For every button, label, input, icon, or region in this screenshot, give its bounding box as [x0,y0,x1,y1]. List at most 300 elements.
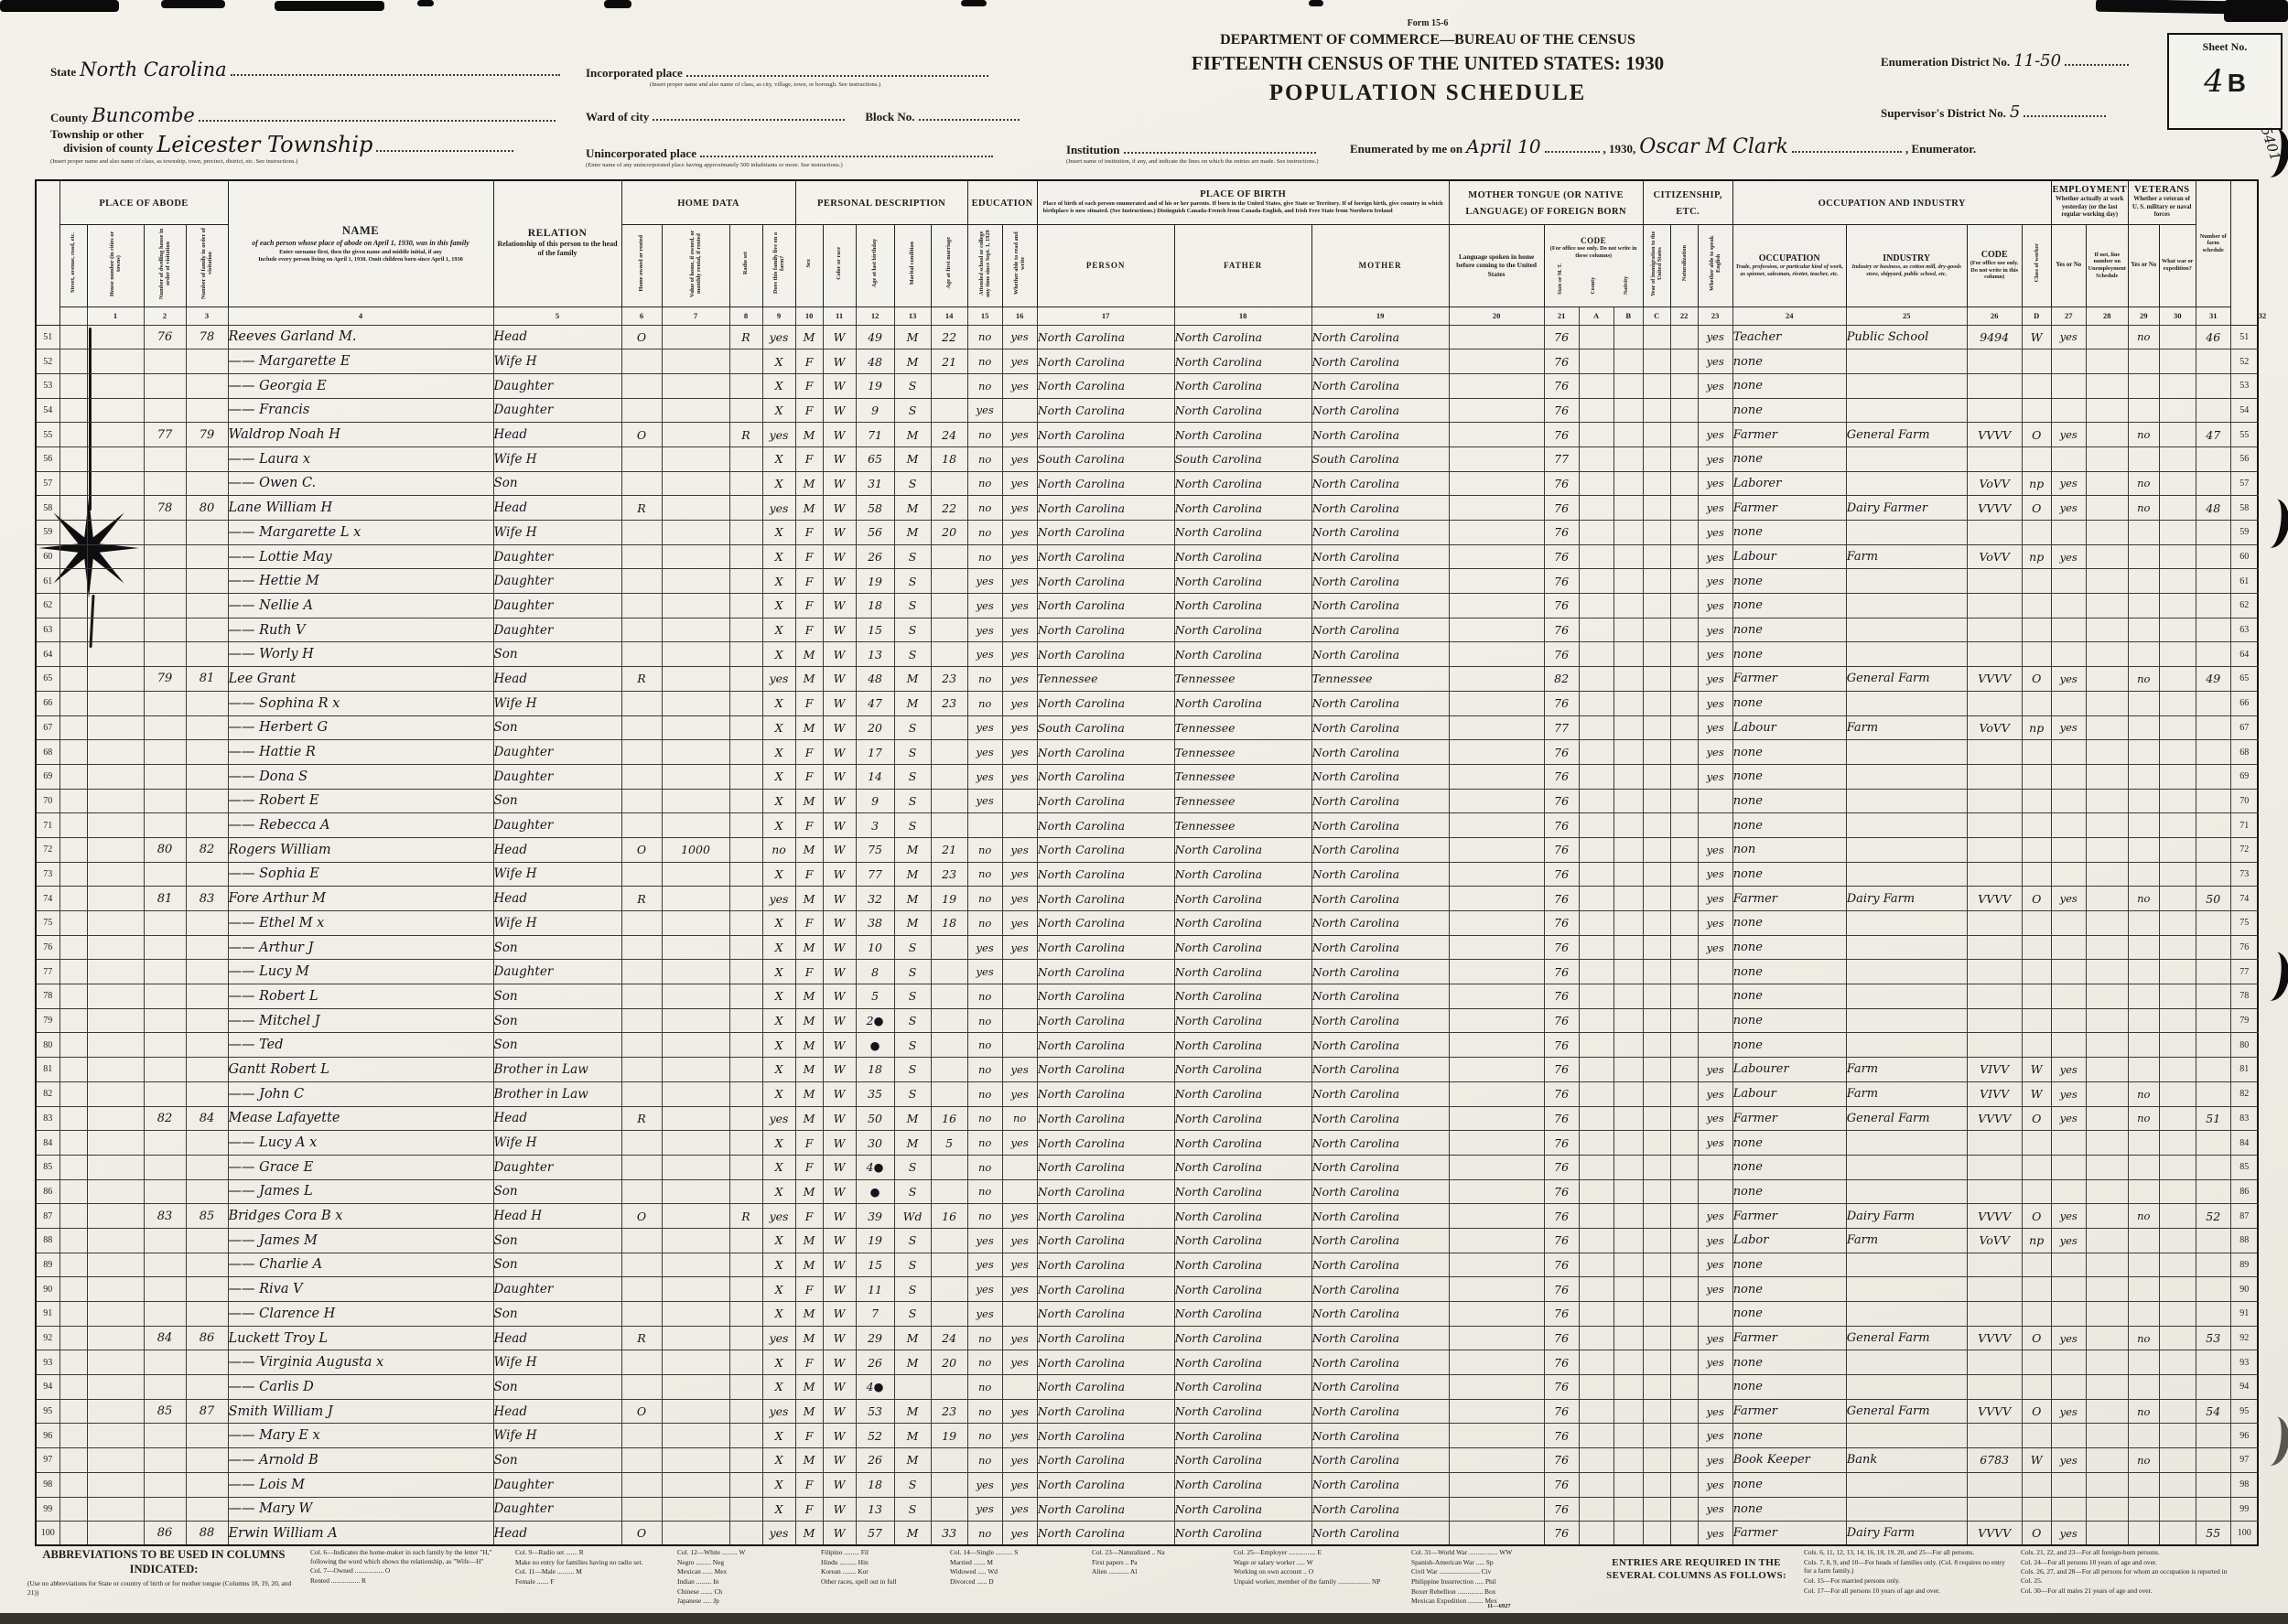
cell-cD [1967,740,2022,765]
cell-c23 [1670,1399,1698,1424]
cell-lang [1449,1228,1544,1253]
cell-occ: none [1732,446,1846,471]
cell-cls: W [2022,325,2051,350]
cell-fs [2196,1424,2230,1448]
cell-cls [2022,1008,2051,1033]
cell-rw [1002,789,1037,813]
cell-radio [729,1008,762,1033]
cell-name: Gantt Robert L [228,1058,493,1082]
line-number: 88 [36,1228,59,1253]
col-code-d-header: CODE (For office use only. Do not write in this column) [1967,224,2022,307]
cell-rel: Son [493,935,621,960]
cell-rel: Head [493,887,621,911]
cell-sex: M [795,1302,823,1327]
cell-house [87,471,144,496]
cell-age: 13 [856,1497,894,1522]
cell-farm: X [762,1179,795,1204]
cell-c29 [2086,1228,2128,1253]
cell-farm: X [762,1424,795,1448]
col-relation-header: RELATION Relationship of this person to the head of the family [493,180,621,307]
cell-cA: 76 [1544,1033,1579,1058]
cell-bf: North Carolina [1174,935,1311,960]
cell-sch: no [967,1155,1002,1179]
cell-eng: yes [1698,325,1732,350]
cell-sex: M [795,1522,823,1546]
cell-agem: 22 [931,325,967,350]
cell-emp [2051,911,2086,936]
cell-cD [1967,1497,2022,1522]
cell-c31 [2159,764,2196,789]
cell-vet [2128,1155,2159,1179]
cell-f [186,862,228,887]
cell-d [144,350,186,374]
footer-note: Widowed ..... Wd [950,1567,998,1576]
cell-house [87,1375,144,1400]
line-number: 67 [36,715,59,740]
cell-house [87,960,144,984]
cell-name: Reeves Garland M. [228,325,493,350]
cell-emp: yes [2051,1522,2086,1546]
cell-cB [1579,984,1613,1009]
cell-f: 83 [186,887,228,911]
cell-fs [2196,398,2230,423]
cell-lang [1449,544,1544,569]
cell-farm: X [762,1277,795,1302]
group-mother-tongue: MOTHER TONGUE (OR NATIVE LANGUAGE) OF FOREIGN BORN [1449,180,1643,224]
line-number: 54 [2230,398,2258,423]
cell-agem [931,1253,967,1277]
cell-sch: no [967,862,1002,887]
cell-name: —— Hettie M [228,569,493,594]
cell-cC [1613,521,1643,545]
cell-rel: Son [493,1375,621,1400]
cell-name: —— Lucy M [228,960,493,984]
cell-cls [2022,837,2051,862]
cell-lang [1449,1277,1544,1302]
cell-occ: Farmer [1732,1522,1846,1546]
footer-note: Col. 31—World War ................. WW [1411,1548,1513,1556]
cell-ind: Farm [1846,1081,1967,1106]
sd-value: 5 [2009,102,2021,122]
line-number: 98 [2230,1472,2258,1497]
cell-eng: yes [1698,1399,1732,1424]
cell-street [59,1522,87,1546]
cell-farm: X [762,642,795,667]
cell-bm: North Carolina [1311,1375,1449,1400]
cell-sex: F [795,1155,823,1179]
line-number: 89 [36,1253,59,1277]
cell-race: W [823,1204,856,1229]
table-row [36,862,2258,887]
cell-cD [1967,691,2022,715]
cell-rel: Head [493,496,621,521]
cell-own: R [621,1326,662,1350]
cell-mar: S [894,1302,931,1327]
cell-race: W [823,1375,856,1400]
table-row [36,1448,2258,1473]
cell-c23 [1670,325,1698,350]
cell-c23 [1670,1228,1698,1253]
cell-f [186,1350,228,1375]
cell-c31 [2159,1448,2196,1473]
cell-radio [729,1350,762,1375]
cell-own: O [621,1522,662,1546]
cell-bm: North Carolina [1311,325,1449,350]
cell-c22 [1643,740,1670,765]
cell-sch: no [967,667,1002,692]
cell-name: —— Riva V [228,1277,493,1302]
cell-f [186,813,228,838]
table-row [36,935,2258,960]
cell-bp: North Carolina [1037,1228,1174,1253]
cell-mar: M [894,1399,931,1424]
cell-fs [2196,1008,2230,1033]
cell-race: W [823,764,856,789]
cell-bp: North Carolina [1037,789,1174,813]
cell-ind [1846,1179,1967,1204]
cell-ind [1846,446,1967,471]
cell-name: —— Margarette E [228,350,493,374]
cell-bm: North Carolina [1311,1326,1449,1350]
cell-emp [2051,935,2086,960]
cell-bm: North Carolina [1311,740,1449,765]
cell-bf: North Carolina [1174,1106,1311,1131]
cell-fs [2196,984,2230,1009]
cell-rw: yes [1002,521,1037,545]
cell-sch: no [967,911,1002,936]
cell-c22 [1643,935,1670,960]
cell-c23 [1670,446,1698,471]
cell-house [87,1472,144,1497]
cell-rel: Son [493,1033,621,1058]
cell-farm: X [762,740,795,765]
cell-street [59,1497,87,1522]
cell-sex: F [795,350,823,374]
cell-name: —— Hattie R [228,740,493,765]
cell-radio [729,911,762,936]
cell-f [186,618,228,642]
line-number: 56 [36,446,59,471]
footer-abbreviations [27,1548,2274,1607]
cell-name: —— Ted [228,1033,493,1058]
cell-house [87,837,144,862]
cell-name: —— James L [228,1179,493,1204]
cell-c23 [1670,471,1698,496]
cell-bp: North Carolina [1037,325,1174,350]
cell-vet [2128,1472,2159,1497]
cell-val [662,1277,729,1302]
cell-ind [1846,642,1967,667]
cell-emp: yes [2051,667,2086,692]
cell-radio [729,1179,762,1204]
cell-occ: none [1732,960,1846,984]
cell-house [87,1204,144,1229]
cell-val [662,1448,729,1473]
cell-rw [1002,960,1037,984]
cell-c23 [1670,1472,1698,1497]
cell-house [87,984,144,1009]
cell-bf: North Carolina [1174,1424,1311,1448]
cell-occ: none [1732,1033,1846,1058]
cell-age: 50 [856,1106,894,1131]
cell-bp: North Carolina [1037,1448,1174,1473]
cell-cB [1579,1106,1613,1131]
col-age-header: Age at last birthday [856,224,894,307]
cell-sch: yes [967,1228,1002,1253]
cell-cD: VVVV [1967,1522,2022,1546]
cell-sch: yes [967,764,1002,789]
cell-sex: F [795,594,823,618]
cell-fs [2196,618,2230,642]
cell-mar: M [894,1106,931,1131]
cell-ind: General Farm [1846,667,1967,692]
table-row [36,813,2258,838]
cell-ind [1846,862,1967,887]
cell-race: W [823,1008,856,1033]
table-row [36,1522,2258,1546]
cell-ind: Dairy Farm [1846,887,1967,911]
cell-d [144,911,186,936]
cell-cB [1579,618,1613,642]
cell-rel: Son [493,471,621,496]
cell-vet [2128,1131,2159,1156]
line-number: 85 [2230,1155,2258,1179]
table-row [36,1302,2258,1327]
cell-house [87,350,144,374]
footer-note: Boxer Rebellion ............... Box [1411,1586,1496,1596]
cell-eng: yes [1698,1350,1732,1375]
cell-f [186,1375,228,1400]
cell-val [662,887,729,911]
line-number: 92 [2230,1326,2258,1350]
col-occupation-header: OCCUPATION Trade, profession, or particular kind of work, as spinner, salesman, riveter, teacher, etc. [1732,224,1846,307]
cell-cls: np [2022,715,2051,740]
cell-name: —— Arthur J [228,935,493,960]
line-number: 82 [2230,1081,2258,1106]
cell-vet [2128,1179,2159,1204]
table-row [36,764,2258,789]
cell-radio [729,764,762,789]
cell-c23 [1670,1204,1698,1229]
cell-c29 [2086,1448,2128,1473]
line-number: 53 [36,373,59,398]
cell-cA: 76 [1544,642,1579,667]
column-number: 14 [931,307,967,325]
cell-street [59,423,87,447]
cell-emp [2051,1472,2086,1497]
cell-sex: M [795,1058,823,1082]
cell-rw: yes [1002,935,1037,960]
cell-vet [2128,521,2159,545]
cell-rel: Wife H [493,691,621,715]
cell-bm: North Carolina [1311,911,1449,936]
cell-cA: 76 [1544,764,1579,789]
dotted-line [1792,138,1902,153]
cell-emp [2051,862,2086,887]
cell-cls [2022,1472,2051,1497]
cell-race: W [823,1448,856,1473]
cell-cls [2022,446,2051,471]
cell-cls: W [2022,1448,2051,1473]
cell-c31 [2159,1253,2196,1277]
cell-race: W [823,594,856,618]
cell-bm: North Carolina [1311,837,1449,862]
cell-street [59,837,87,862]
cell-rw: yes [1002,569,1037,594]
footer-note: Col. 17—For all persons 10 years of age and over. [1804,1586,1940,1595]
cell-fs: 54 [2196,1399,2230,1424]
line-number: 93 [36,1350,59,1375]
table-row [36,715,2258,740]
cell-race: W [823,1228,856,1253]
cell-rw: yes [1002,911,1037,936]
cell-val [662,813,729,838]
cell-val [662,691,729,715]
cell-bm: North Carolina [1311,1448,1449,1473]
cell-agem [931,642,967,667]
cell-cB [1579,1326,1613,1350]
cell-val [662,764,729,789]
cell-c31 [2159,1302,2196,1327]
cell-vet [2128,373,2159,398]
cell-farm: X [762,446,795,471]
cell-name: —— Grace E [228,1155,493,1179]
cell-c29 [2086,398,2128,423]
cell-own: R [621,1106,662,1131]
cell-c22 [1643,715,1670,740]
table-row [36,1058,2258,1082]
cell-lang [1449,1448,1544,1473]
cell-mar: M [894,521,931,545]
cell-cD [1967,1033,2022,1058]
cell-occ: none [1732,911,1846,936]
cell-bm: North Carolina [1311,1058,1449,1082]
cell-farm: X [762,960,795,984]
footer-column [1411,1548,1589,1607]
cell-lang [1449,1033,1544,1058]
cell-radio [729,887,762,911]
cell-bp: North Carolina [1037,1522,1174,1546]
cell-c29 [2086,1033,2128,1058]
cell-bm: North Carolina [1311,1277,1449,1302]
cell-eng [1698,1155,1732,1179]
ward-field [586,106,1020,125]
cell-eng: yes [1698,373,1732,398]
cell-own: R [621,496,662,521]
cell-val [662,960,729,984]
cell-fs: 50 [2196,887,2230,911]
cell-radio: R [729,1204,762,1229]
cell-agem [931,1228,967,1253]
cell-bf: North Carolina [1174,862,1311,887]
line-number: 95 [36,1399,59,1424]
line-number: 58 [2230,496,2258,521]
cell-rel: Wife H [493,862,621,887]
cell-farm: X [762,715,795,740]
cell-d [144,471,186,496]
cell-c29 [2086,887,2128,911]
cell-own [621,1424,662,1448]
cell-bm: North Carolina [1311,1179,1449,1204]
cell-cA: 76 [1544,1472,1579,1497]
cell-c29 [2086,1253,2128,1277]
cell-bp: North Carolina [1037,1058,1174,1082]
cell-age: 56 [856,521,894,545]
line-number: 84 [2230,1131,2258,1156]
cell-age: 53 [856,1399,894,1424]
footer-note: Col. 12—White ......... W [677,1548,746,1556]
cell-cA: 76 [1544,691,1579,715]
cell-bm: South Carolina [1311,446,1449,471]
footer-heading: ABBREVIATIONS TO BE USED IN COLUMNS INDICATED: [42,1548,286,1576]
cell-street [59,789,87,813]
cell-c31 [2159,1008,2196,1033]
cell-race: W [823,813,856,838]
cell-cA: 76 [1544,521,1579,545]
cell-eng: yes [1698,1058,1732,1082]
cell-d [144,398,186,423]
cell-agem: 22 [931,496,967,521]
cell-cls [2022,960,2051,984]
col-language-header: Language spoken in home before coming to the United States [1449,224,1544,307]
cell-eng [1698,1375,1732,1400]
cell-bm: North Carolina [1311,1253,1449,1277]
cell-c22 [1643,764,1670,789]
cell-cC [1613,862,1643,887]
footer-note: Col. 30—For all males 21 years of age and over. [2021,1586,2153,1595]
cell-agem [931,1033,967,1058]
cell-bm: North Carolina [1311,862,1449,887]
cell-c22 [1643,1448,1670,1473]
cell-agem [931,1448,967,1473]
cell-cD [1967,1008,2022,1033]
cell-bp: North Carolina [1037,1204,1174,1229]
cell-d [144,984,186,1009]
cell-emp [2051,642,2086,667]
cell-race: W [823,789,856,813]
col-class-of-worker-header: Class of worker [2022,224,2051,307]
cell-occ: Laborer [1732,471,1846,496]
cell-cD [1967,764,2022,789]
line-number: 70 [36,789,59,813]
cell-c23 [1670,1008,1698,1033]
cell-bm: North Carolina [1311,1155,1449,1179]
cell-race: W [823,935,856,960]
column-number-row: 1 2 3 4 5 6 7 8 9 10 11 12 13 14 15 16 17 18 19 20 21 A B C 22 23 24 25 26 D 27 28 29 30 31 32 [36,307,2258,325]
cell-c22 [1643,446,1670,471]
footer-note: Divorced ...... D [950,1576,994,1586]
cell-bp: North Carolina [1037,837,1174,862]
cell-c31 [2159,1277,2196,1302]
cell-farm: X [762,764,795,789]
cell-val [662,1131,729,1156]
cell-vet [2128,1424,2159,1448]
cell-f [186,1008,228,1033]
column-number: 27 [2051,307,2086,325]
cell-bm: North Carolina [1311,496,1449,521]
cell-farm: yes [762,1399,795,1424]
line-number: 54 [36,398,59,423]
cell-val [662,667,729,692]
cell-c22 [1643,911,1670,936]
line-number: 91 [36,1302,59,1327]
cell-agem [931,1058,967,1082]
footer-note: Working on own account .. O [1234,1567,1314,1576]
cell-cC [1613,887,1643,911]
cell-occ: none [1732,1131,1846,1156]
cell-f [186,1302,228,1327]
cell-occ: none [1732,594,1846,618]
